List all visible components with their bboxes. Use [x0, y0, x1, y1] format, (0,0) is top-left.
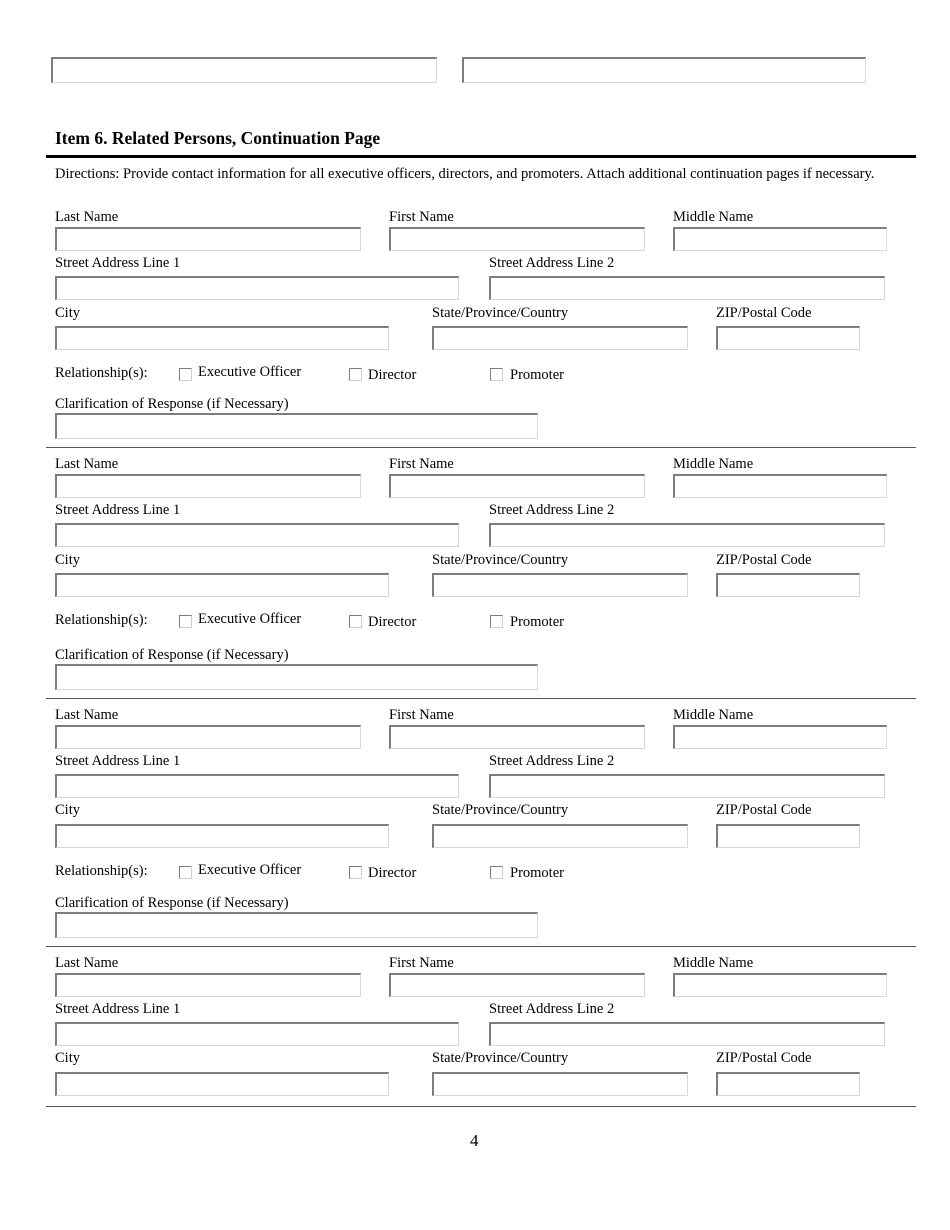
- director-checkbox[interactable]: [349, 368, 362, 381]
- block-divider: [46, 698, 916, 699]
- state-field[interactable]: [432, 326, 688, 350]
- executive-officer-checkbox[interactable]: [179, 615, 192, 628]
- promoter-checkbox[interactable]: [490, 615, 503, 628]
- director-label: Director: [368, 367, 417, 383]
- zip-field[interactable]: [716, 573, 860, 597]
- zip-field[interactable]: [716, 1072, 860, 1096]
- first-name-label: First Name: [389, 456, 454, 472]
- street1-label: Street Address Line 1: [55, 1001, 181, 1017]
- promoter-label: Promoter: [510, 614, 564, 630]
- title-rule: [46, 155, 916, 158]
- street1-label: Street Address Line 1: [55, 753, 181, 769]
- clarification-field[interactable]: [55, 413, 538, 439]
- promoter-checkbox[interactable]: [490, 368, 503, 381]
- street1-field[interactable]: [55, 523, 459, 547]
- clarification-field[interactable]: [55, 912, 538, 938]
- previous-page-field-left[interactable]: [51, 57, 437, 83]
- executive-officer-label: Executive Officer: [198, 611, 302, 627]
- middle-name-label: Middle Name: [673, 955, 754, 971]
- director-label: Director: [368, 865, 417, 881]
- middle-name-field[interactable]: [673, 725, 887, 749]
- middle-name-field[interactable]: [673, 474, 887, 498]
- promoter-label: Promoter: [510, 865, 564, 881]
- director-checkbox[interactable]: [349, 866, 362, 879]
- promoter-label: Promoter: [510, 367, 564, 383]
- city-label: City: [55, 1050, 80, 1066]
- state-field[interactable]: [432, 824, 688, 848]
- street2-field[interactable]: [489, 276, 885, 300]
- relationships-label: Relationship(s):: [55, 365, 148, 381]
- last-name-field[interactable]: [55, 973, 361, 997]
- clarification-label: Clarification of Response (if Necessary): [55, 895, 289, 911]
- previous-page-field-right[interactable]: [462, 57, 866, 83]
- middle-name-label: Middle Name: [673, 209, 754, 225]
- first-name-label: First Name: [389, 707, 454, 723]
- executive-officer-checkbox[interactable]: [179, 368, 192, 381]
- last-name-label: Last Name: [55, 707, 119, 723]
- relationships-label: Relationship(s):: [55, 863, 148, 879]
- state-field[interactable]: [432, 573, 688, 597]
- last-name-field[interactable]: [55, 725, 361, 749]
- first-name-field[interactable]: [389, 973, 645, 997]
- block-divider: [46, 1106, 916, 1107]
- street1-label: Street Address Line 1: [55, 255, 181, 271]
- clarification-label: Clarification of Response (if Necessary): [55, 396, 289, 412]
- state-label: State/Province/Country: [432, 1050, 569, 1066]
- directions-text: Directions: Provide contact information for all executive officers, directors, and promoters. Attach additional continuation pages if necessary.: [55, 166, 875, 182]
- executive-officer-label: Executive Officer: [198, 862, 302, 878]
- last-name-label: Last Name: [55, 209, 119, 225]
- state-label: State/Province/Country: [432, 802, 569, 818]
- first-name-field[interactable]: [389, 474, 645, 498]
- city-field[interactable]: [55, 824, 389, 848]
- zip-label: ZIP/Postal Code: [716, 552, 812, 568]
- street1-field[interactable]: [55, 774, 459, 798]
- city-field[interactable]: [55, 326, 389, 350]
- middle-name-label: Middle Name: [673, 707, 754, 723]
- street2-field[interactable]: [489, 523, 885, 547]
- street1-field[interactable]: [55, 276, 459, 300]
- last-name-label: Last Name: [55, 456, 119, 472]
- page-title: Item 6. Related Persons, Continuation Page: [55, 128, 381, 148]
- block-divider: [46, 447, 916, 448]
- city-field[interactable]: [55, 1072, 389, 1096]
- executive-officer-label: Executive Officer: [198, 364, 302, 380]
- city-field[interactable]: [55, 573, 389, 597]
- street2-label: Street Address Line 2: [489, 1001, 615, 1017]
- executive-officer-checkbox[interactable]: [179, 866, 192, 879]
- middle-name-label: Middle Name: [673, 456, 754, 472]
- street1-label: Street Address Line 1: [55, 502, 181, 518]
- state-field[interactable]: [432, 1072, 688, 1096]
- street2-field[interactable]: [489, 774, 885, 798]
- street1-field[interactable]: [55, 1022, 459, 1046]
- state-label: State/Province/Country: [432, 552, 569, 568]
- last-name-label: Last Name: [55, 955, 119, 971]
- city-label: City: [55, 802, 80, 818]
- block-divider: [46, 946, 916, 947]
- clarification-label: Clarification of Response (if Necessary): [55, 647, 289, 663]
- zip-label: ZIP/Postal Code: [716, 802, 812, 818]
- zip-field[interactable]: [716, 824, 860, 848]
- first-name-field[interactable]: [389, 227, 645, 251]
- city-label: City: [55, 305, 80, 321]
- middle-name-field[interactable]: [673, 227, 887, 251]
- page-number: 4: [470, 1131, 479, 1150]
- street2-label: Street Address Line 2: [489, 255, 615, 271]
- promoter-checkbox[interactable]: [490, 866, 503, 879]
- street2-label: Street Address Line 2: [489, 753, 615, 769]
- first-name-field[interactable]: [389, 725, 645, 749]
- street2-label: Street Address Line 2: [489, 502, 615, 518]
- first-name-label: First Name: [389, 955, 454, 971]
- zip-field[interactable]: [716, 326, 860, 350]
- director-label: Director: [368, 614, 417, 630]
- middle-name-field[interactable]: [673, 973, 887, 997]
- zip-label: ZIP/Postal Code: [716, 305, 812, 321]
- state-label: State/Province/Country: [432, 305, 569, 321]
- zip-label: ZIP/Postal Code: [716, 1050, 812, 1066]
- clarification-field[interactable]: [55, 664, 538, 690]
- first-name-label: First Name: [389, 209, 454, 225]
- street2-field[interactable]: [489, 1022, 885, 1046]
- relationships-label: Relationship(s):: [55, 612, 148, 628]
- last-name-field[interactable]: [55, 474, 361, 498]
- director-checkbox[interactable]: [349, 615, 362, 628]
- city-label: City: [55, 552, 80, 568]
- last-name-field[interactable]: [55, 227, 361, 251]
